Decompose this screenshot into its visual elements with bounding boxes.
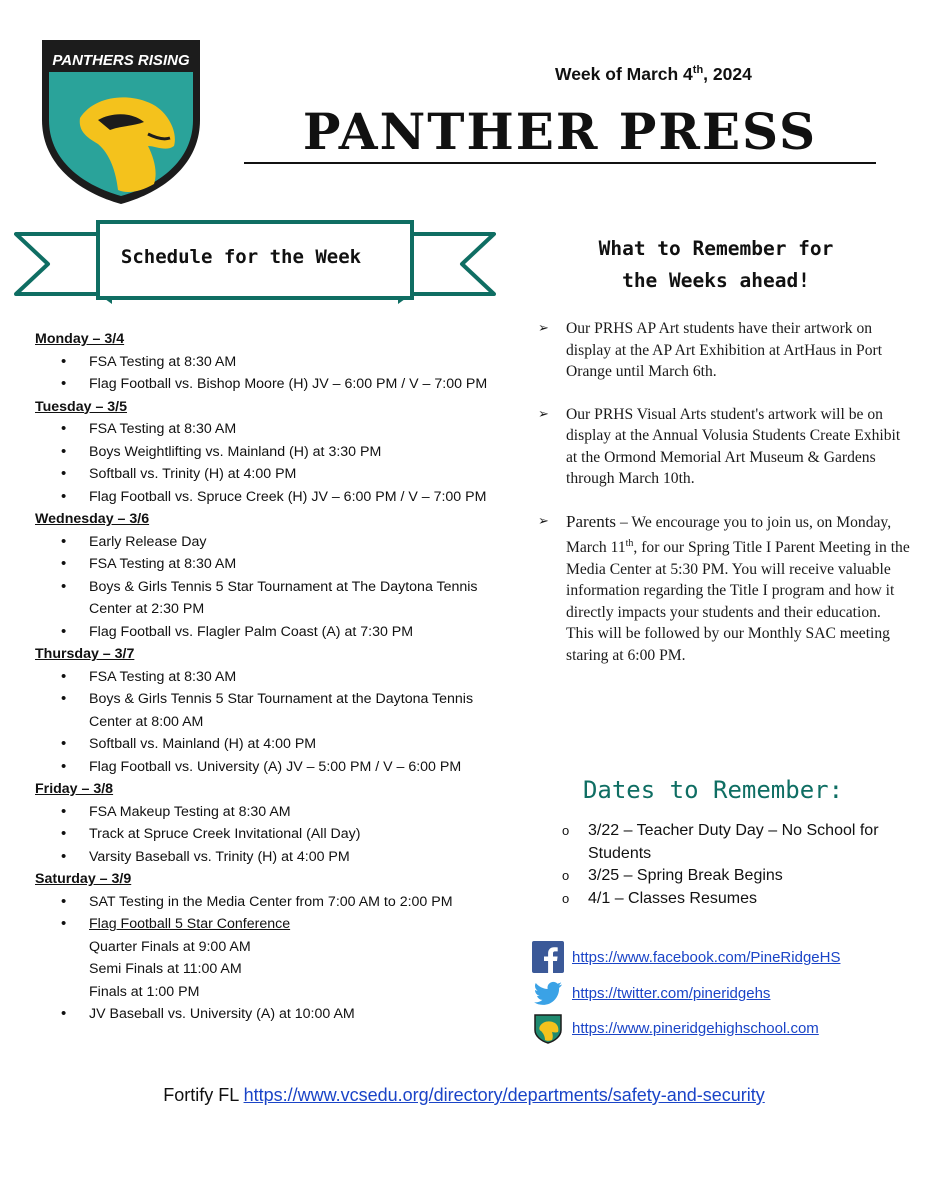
day-monday bbox=[35, 328, 515, 396]
remember-heading bbox=[545, 233, 887, 297]
schedule-item: • FSA Testing at 8:30 AM bbox=[35, 553, 515, 576]
parents-superscript: th bbox=[625, 538, 634, 549]
day-items bbox=[35, 351, 515, 396]
day-saturday bbox=[35, 868, 515, 1026]
parents-text-b: , for our Spring Title I Parent Meeting in the Media Center at 5:30 PM. You will receive valuable information regarding the Title I program and how it directly impacts your students and their education. This will be followed by our Monthly SAC meeting staring at 6:00 PM. bbox=[566, 539, 910, 664]
conference-line: Semi Finals at 11:00 AM bbox=[89, 961, 242, 977]
day-label: Tuesday – 3/5 bbox=[35, 398, 128, 415]
facebook-row bbox=[532, 941, 840, 973]
week-suffix: , 2024 bbox=[703, 64, 752, 84]
date-item: o 3/22 – Teacher Duty Day – No School for Students bbox=[560, 820, 900, 865]
day-items bbox=[35, 666, 515, 779]
week-prefix: Week of March 4 bbox=[555, 64, 693, 84]
schedule-item: • FSA Testing at 8:30 AM bbox=[35, 418, 515, 441]
logo-text: PANTHERS RISING bbox=[52, 52, 190, 69]
schedule-item: • Flag Football vs. University (A) JV – 5:00 PM / V – 6:00 PM bbox=[35, 756, 515, 779]
date-item: o 4/1 – Classes Resumes bbox=[560, 888, 900, 911]
day-label: Monday – 3/4 bbox=[35, 331, 125, 347]
schedule-item: • Flag Football vs. Flagler Palm Coast (A) at 7:30 PM bbox=[35, 621, 515, 644]
day-thursday bbox=[35, 643, 515, 778]
day-label: Thursday – 3/7 bbox=[35, 646, 135, 662]
day-items bbox=[35, 531, 515, 644]
day-items bbox=[35, 891, 515, 1026]
schedule-item: • Boys & Girls Tennis 5 Star Tournament at The Daytona Tennis Center at 2:30 PM bbox=[35, 576, 515, 621]
footer-link[interactable]: https://www.vcsedu.org/directory/departments/safety-and-security bbox=[243, 1085, 765, 1105]
schedule-item: • Softball vs. Mainland (H) at 4:00 PM bbox=[35, 733, 515, 756]
day-items bbox=[35, 418, 515, 508]
remember-heading-line1: What to Remember for bbox=[598, 237, 834, 260]
facebook-link[interactable]: https://www.facebook.com/PineRidgeHS bbox=[572, 948, 841, 966]
schedule-item: • Boys Weightlifting vs. Mainland (H) at 3:30 PM bbox=[35, 441, 515, 464]
day-label: Friday – 3/8 bbox=[35, 781, 114, 797]
conference-line: Finals at 1:00 PM bbox=[89, 983, 200, 1000]
schedule-item: • Varsity Baseball vs. Trinity (H) at 4:00 PM bbox=[35, 846, 515, 869]
schedule-item: • FSA Testing at 8:30 AM bbox=[35, 666, 515, 689]
schedule-item: • Early Release Day bbox=[35, 531, 515, 554]
facebook-icon bbox=[532, 941, 564, 973]
remember-notes bbox=[538, 318, 910, 687]
note-visual-arts: ➢ Our PRHS Visual Arts student's artwork will be on display at the Annual Volusia Students Create Exhibit at the Ormond Memorial Art Museum & Gardens through March 10th. bbox=[538, 404, 910, 490]
day-tuesday bbox=[35, 396, 515, 509]
schedule-item: • Flag Football vs. Bishop Moore (H) JV – 6:00 PM / V – 7:00 PM bbox=[35, 373, 515, 396]
schedule-item: • Flag Football vs. Spruce Creek (H) JV – 6:00 PM / V – 7:00 PM bbox=[35, 486, 515, 509]
schedule-item: • FSA Testing at 8:30 AM bbox=[35, 351, 515, 374]
newsletter-title: PANTHER PRESS bbox=[244, 100, 876, 164]
week-of-date bbox=[555, 64, 752, 85]
note-ap-art: ➢ Our PRHS AP Art students have their artwork on display at the AP Art Exhibition at ArtHaus in Port Orange until March 6th. bbox=[538, 318, 910, 383]
conference-title: • Flag Football 5 Star Conference bbox=[89, 916, 291, 932]
parents-text-a: – We encourage you to join us, on Monday, March 11 bbox=[566, 513, 892, 557]
date-item: o 3/25 – Spring Break Begins bbox=[560, 865, 900, 888]
dates-list bbox=[560, 820, 900, 910]
week-superscript: th bbox=[692, 64, 704, 77]
footer-label: Fortify FL bbox=[163, 1085, 244, 1105]
schedule-item: • FSA Makeup Testing at 8:30 AM bbox=[35, 801, 515, 824]
ribbon-right-tail bbox=[412, 234, 494, 294]
day-friday bbox=[35, 778, 515, 868]
website-link[interactable]: https://www.pineridgehighschool.com bbox=[572, 1019, 819, 1037]
day-items bbox=[35, 801, 515, 869]
remember-heading-line2: the Weeks ahead! bbox=[622, 269, 810, 292]
twitter-row bbox=[532, 977, 770, 1009]
schedule-item: • JV Baseball vs. University (A) at 10:00 AM bbox=[35, 1003, 515, 1026]
website-row bbox=[532, 1012, 819, 1044]
panther-eye bbox=[129, 117, 135, 123]
twitter-bird-icon bbox=[532, 977, 564, 1009]
school-mascot-icon bbox=[532, 1012, 564, 1044]
twitter-link[interactable]: https://twitter.com/pineridgehs bbox=[572, 984, 771, 1002]
schedule-item: • Boys & Girls Tennis 5 Star Tournament at the Daytona Tennis Center at 8:00 AM bbox=[35, 688, 515, 733]
ribbon-left-tail bbox=[16, 234, 98, 294]
schedule-item: • SAT Testing in the Media Center from 7:00 AM to 2:00 PM bbox=[35, 891, 515, 914]
footer bbox=[0, 1085, 928, 1106]
day-label: Saturday – 3/9 bbox=[35, 871, 132, 887]
schedule-heading: Schedule for the Week bbox=[120, 246, 362, 268]
day-wednesday bbox=[35, 508, 515, 643]
schedule-item-conference bbox=[35, 913, 515, 1003]
parents-lead: Parents bbox=[566, 511, 617, 531]
panthers-rising-logo bbox=[36, 34, 206, 206]
schedule-item: • Softball vs. Trinity (H) at 4:00 PM bbox=[35, 463, 515, 486]
day-label: Wednesday – 3/6 bbox=[35, 511, 150, 527]
schedule-item: • Track at Spruce Creek Invitational (All Day) bbox=[35, 823, 515, 846]
weekly-schedule bbox=[35, 328, 515, 1026]
dates-heading: Dates to Remember: bbox=[582, 776, 844, 804]
note-parents bbox=[538, 511, 910, 667]
conference-line: Quarter Finals at 9:00 AM bbox=[89, 938, 251, 955]
